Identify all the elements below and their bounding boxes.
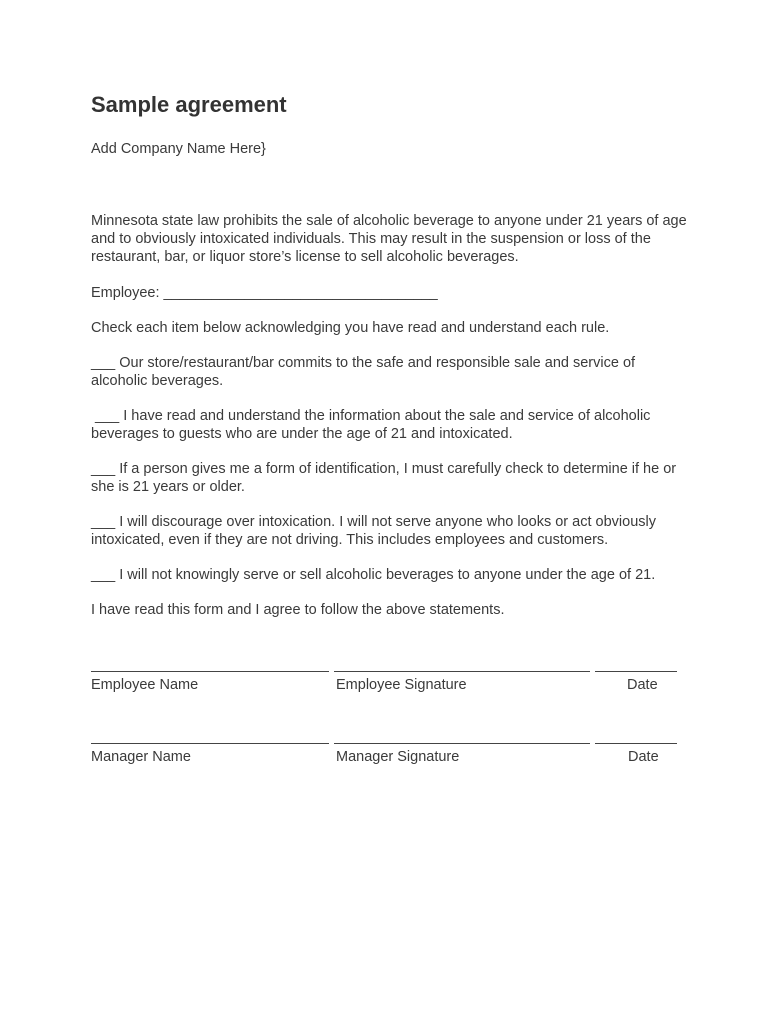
employee-name-label: Employee Name xyxy=(91,677,199,693)
acknowledgement-item-3: ___ If a person gives me a form of identification, I must carefully check to determine if he or she is 21 years or older. xyxy=(91,461,677,495)
acknowledgement-item-5: ___ I will not knowingly serve or sell alcoholic beverages to anyone under the age of 21. xyxy=(91,567,656,583)
manager-signature-label: Manager Signature xyxy=(336,749,460,765)
manager-signature-row xyxy=(91,743,681,783)
acknowledgement-item-2: ___ I have read and understand the information about the sale and service of alcoholic beverages to guests who are under the age of 21 and intoxicated. xyxy=(91,408,655,442)
document-title: Sample agreement xyxy=(91,92,287,117)
manager-name-label: Manager Name xyxy=(91,749,191,765)
employee-date-label: Date xyxy=(627,677,658,693)
employee-signature-label: Employee Signature xyxy=(336,677,467,693)
manager-date-label: Date xyxy=(628,749,659,765)
employee-signature-row xyxy=(91,671,681,711)
document-body xyxy=(91,90,691,619)
manager-date-line xyxy=(595,743,677,744)
manager-name-line xyxy=(91,743,329,744)
intro-paragraph: Minnesota state law prohibits the sale of alcoholic beverage to anyone under 21 years of age and to obviously intoxicated individuals. This may result in the suspension or loss of the restaurant, bar, or liquor store’s license to sell alcoholic beverages. xyxy=(91,213,687,265)
check-instruction: Check each item below acknowledging you have read and understand each rule. xyxy=(91,320,610,336)
employee-field: Employee: __________________________________ xyxy=(91,285,438,301)
acknowledgement-item-4: ___ I will discourage over intoxication. I will not serve anyone who looks or act obviously intoxicated, even if they are not driving. This includes employees and customers. xyxy=(91,514,656,548)
manager-signature-line xyxy=(334,743,590,744)
company-name-placeholder: Add Company Name Here} xyxy=(91,141,266,157)
agreement-statement: I have read this form and I agree to follow the above statements. xyxy=(91,602,505,618)
employee-date-line xyxy=(595,671,677,672)
acknowledgement-item-1: ___ Our store/restaurant/bar commits to the safe and responsible sale and service of alcoholic beverages. xyxy=(91,355,636,389)
employee-name-line xyxy=(91,671,329,672)
employee-signature-line xyxy=(334,671,590,672)
